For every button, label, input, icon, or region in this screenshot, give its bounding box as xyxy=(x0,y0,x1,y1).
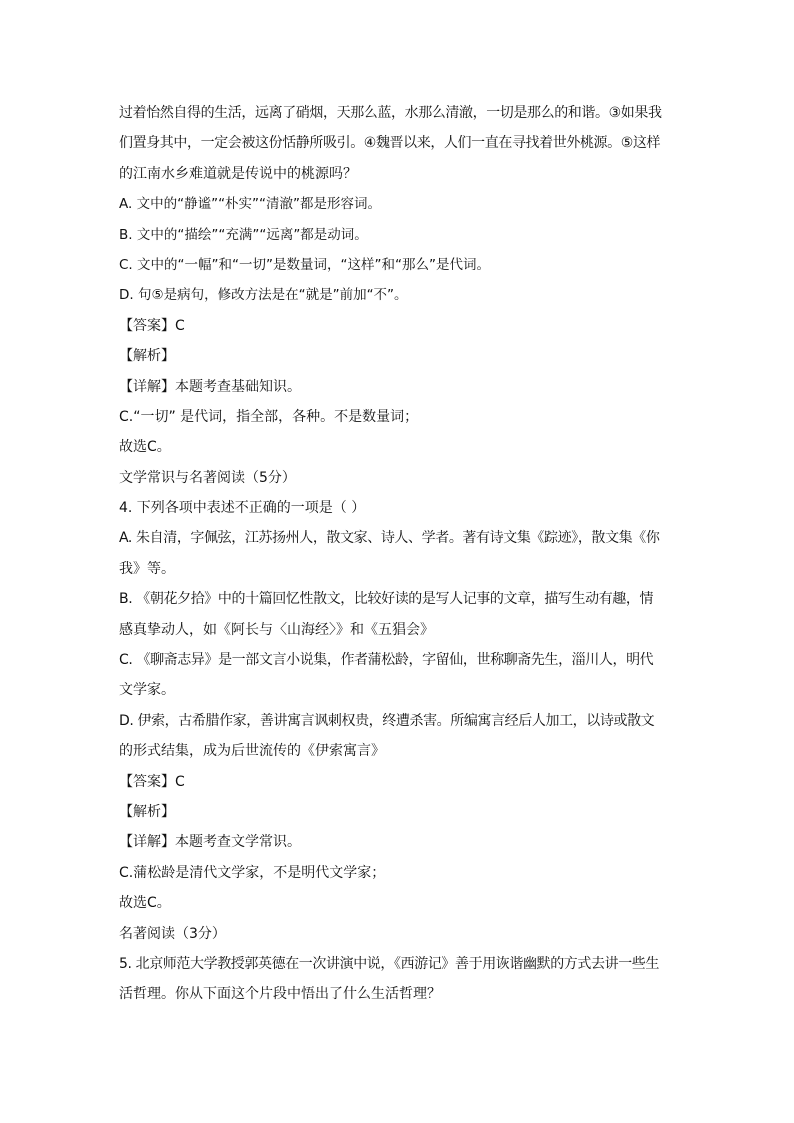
choice-line: 故选C。 xyxy=(119,439,171,456)
q4-option-d-line-2: 的形式结集，成为后世流传的《伊索寓言》 xyxy=(119,743,385,760)
q4-option-b-line-2: 感真挚动人，如《阿长与〈山海经〉》和《五猖会》 xyxy=(119,621,434,638)
question-5-line-1: 5. 北京师范大学教授郭英德在一次讲演中说，《西游记》善于用诙谐幽默的方式去讲一些生 xyxy=(119,955,660,972)
section-heading: 文学常识与名著阅读（5分） xyxy=(119,469,296,486)
question-4: 4. 下列各项中表述不正确的一项是（ ） xyxy=(119,500,366,517)
section-heading-2: 名著阅读（3分） xyxy=(119,925,226,942)
passage-line-1: 过着怡然自得的生活，远离了硝烟，天那么蓝，水那么清澈，一切是那么的和谐。③如果我 xyxy=(119,105,662,121)
q4-option-d-line-1: D. 伊索，古希腊作家，善讲寓言讽刺权贵，终遭杀害。所编寓言经后人加工，以诗或散文 xyxy=(119,712,655,729)
analysis-label-2: 【解析】 xyxy=(119,803,175,820)
option-a: A. 文中的“静谧”“朴实”“清澈”都是形容词。 xyxy=(119,196,382,213)
q4-option-c-line-2: 文学家。 xyxy=(119,682,175,699)
q4-option-a-line-2: 我》等。 xyxy=(119,560,175,577)
passage-line-3: 的江南水乡难道就是传说中的桃源吗？ xyxy=(119,165,357,182)
option-c: C. 文中的“一幅”和“一切”是数量词，“这样”和“那么”是代词。 xyxy=(119,256,490,273)
q4-option-c-line-1: C. 《聊斋志异》是一部文言小说集，作者蒲松龄，字留仙，世称聊斋先生，淄川人，明代 xyxy=(119,652,654,669)
analysis-label: 【解析】 xyxy=(119,348,175,365)
choice-line-2: 故选C。 xyxy=(119,895,171,912)
detail-line-2: 【详解】本题考查文学常识。 xyxy=(119,834,301,851)
detail-line: 【详解】本题考查基础知识。 xyxy=(119,378,301,395)
q4-option-a-line-1: A. 朱自清，字佩弦，江苏扬州人，散文家、诗人、学者。著有诗文集《踪迹》，散文集《你 xyxy=(119,530,660,547)
explanation-line-2: C.蒲松龄是清代文学家，不是明代文学家； xyxy=(119,864,386,881)
passage-line-2: 们置身其中，一定会被这份恬静所吸引。④魏晋以来，人们一直在寻找着世外桃源。⑤这样 xyxy=(119,135,661,152)
document-body xyxy=(119,98,679,1010)
option-b: B. 文中的“描绘”“充满”“远离”都是动词。 xyxy=(119,226,368,243)
q4-option-b-line-1: B. 《朝花夕拾》中的十篇回忆性散文，比较好读的是写人记事的文章，描写生动有趣，情 xyxy=(119,591,654,608)
option-d: D. 句⑤是病句，修改方法是在“就是”前加“不”。 xyxy=(119,287,408,304)
question-5-line-2: 活哲理。你从下面这个片段中悟出了什么生活哲理？ xyxy=(119,986,441,1003)
answer-label-2: 【答案】C xyxy=(119,773,185,790)
answer-label: 【答案】C xyxy=(119,317,185,334)
explanation-line: C.“一切” 是代词，指全部，各种。不是数量词； xyxy=(119,408,419,425)
